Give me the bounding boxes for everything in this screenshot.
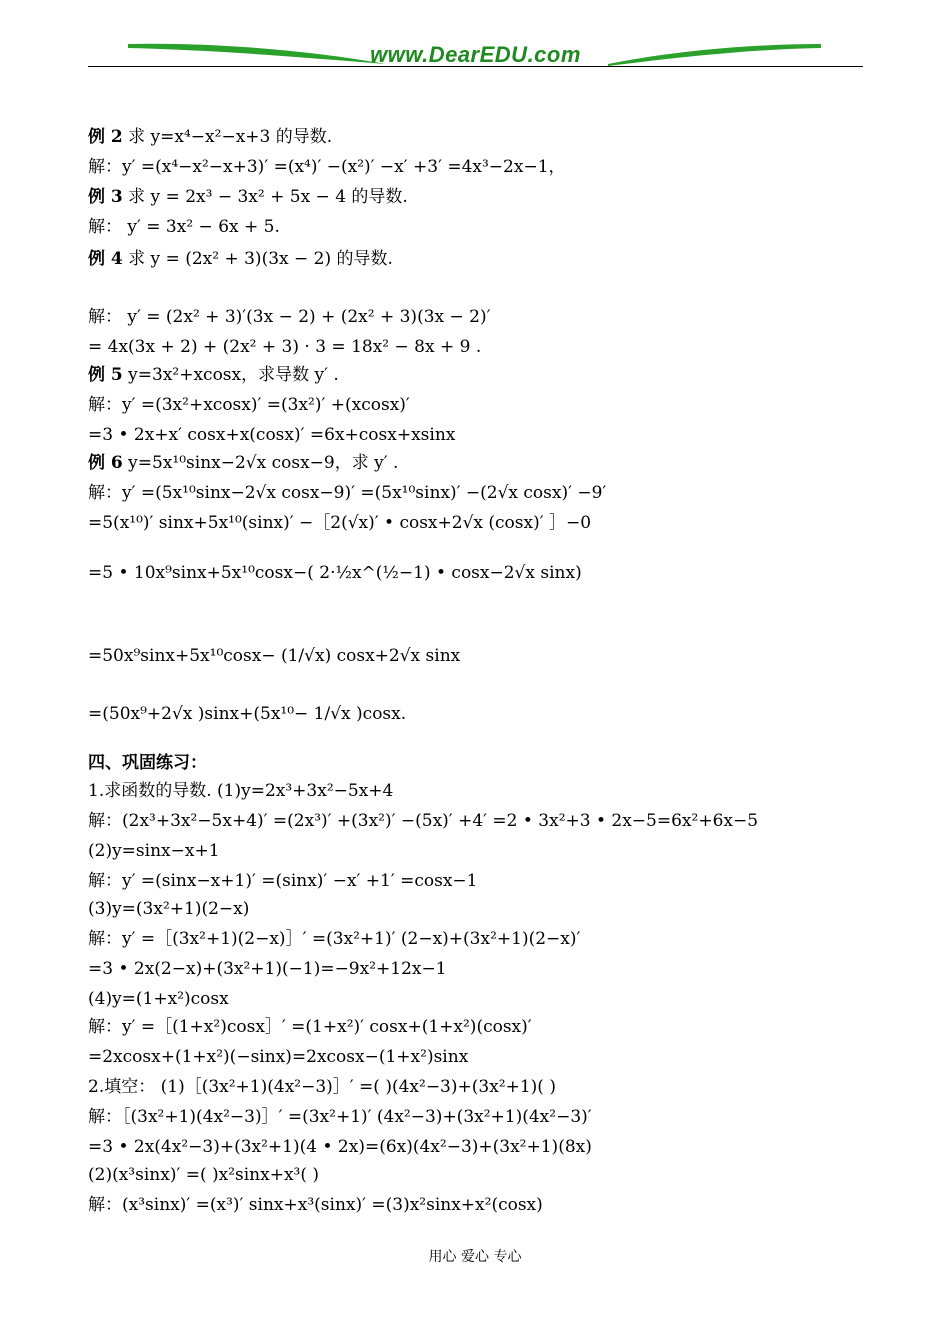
text-line: =3 • 2x+x′ cosx+x(cosx)′ =6x+cosx+xsinx (88, 425, 456, 445)
text-line: 例 3 求 y = 2x³ − 3x² + 5x − 4 的导数. (88, 187, 408, 207)
text-line: 解： y′ = 3x² − 6x + 5. (88, 217, 280, 237)
text-line: 2.填空： (1)［(3x²+1)(4x²−3)］′ =( )(4x²−3)+(3x²+1)( ) (88, 1077, 556, 1097)
text-line: =5(x¹⁰)′ sinx+5x¹⁰(sinx)′ −［2(√x)′ • cosx+2√x (cosx)′ ］−0 (88, 513, 592, 533)
text-line: 解：y′ =(5x¹⁰sinx−2√x cosx−9)′ =(5x¹⁰sinx)′ −(2√x cosx)′ −9′ (88, 483, 607, 503)
text-line: = 4x(3x + 2) + (2x² + 3) · 3 = 18x² − 8x + 9 . (88, 337, 482, 357)
text-line: 例 6 y=5x¹⁰sinx−2√x cosx−9，求 y′ . (88, 453, 399, 473)
text-line: =3 • 2x(2−x)+(3x²+1)(−1)=−9x²+12x−1 (88, 959, 447, 979)
text-line: 解：y′ =(3x²+xcosx)′ =(3x²)′ +(xcosx)′ (88, 395, 410, 415)
site-brand: www.DearEDU.com (370, 42, 581, 67)
text-line: (3)y=(3x²+1)(2−x) (88, 899, 250, 919)
text-line: =(50x⁹+2√x )sinx+(5x¹⁰− 1/√x )cosx. (88, 704, 407, 724)
text-line: 解：(2x³+3x²−5x+4)′ =(2x³)′ +(3x²)′ −(5x)′ +4′ =2 • 3x²+3 • 2x−5=6x²+6x−5 (88, 811, 759, 831)
text-line: (4)y=(1+x²)cosx (88, 989, 229, 1009)
text-line: 例 4 求 y = (2x² + 3)(3x − 2) 的导数. (88, 249, 393, 269)
text-line: (2)(x³sinx)′ =( )x²sinx+x³( ) (88, 1165, 320, 1185)
text-line: 解：y′ =［(1+x²)cosx］′ =(1+x²)′ cosx+(1+x²)(cosx)′ (88, 1017, 532, 1037)
text-line: 1.求函数的导数. (1)y=2x³+3x²−5x+4 (88, 781, 394, 801)
text-line: 例 5 y=3x²+xcosx，求导数 y′ . (88, 365, 339, 385)
header-rule (88, 66, 863, 67)
text-line: 解： y′ = (2x² + 3)′(3x − 2) + (2x² + 3)(3x − 2)′ (88, 307, 491, 327)
text-line: =5 • 10x⁹sinx+5x¹⁰cosx−( 2·½x^(½−1) • cosx−2√x sinx) (88, 563, 582, 583)
text-line: 四、巩固练习： (88, 753, 207, 773)
text-line: 解：y′ =［(3x²+1)(2−x)］′ =(3x²+1)′ (2−x)+(3x²+1)(2−x)′ (88, 929, 581, 949)
page-footer: 用心 爱心 专心 (428, 1249, 522, 1265)
text-line: (2)y=sinx−x+1 (88, 841, 220, 861)
text-line: 例 2 求 y=x⁴−x²−x+3 的导数. (88, 127, 333, 147)
text-line: =3 • 2x(4x²−3)+(3x²+1)(4 • 2x)=(6x)(4x²−3)+(3x²+1)(8x) (88, 1137, 592, 1157)
text-line: =2xcosx+(1+x²)(−sinx)=2xcosx−(1+x²)sinx (88, 1047, 469, 1067)
text-line: 解：y′ =(x⁴−x²−x+3)′ =(x⁴)′ −(x²)′ −x′ +3′ =4x³−2x−1， (88, 157, 566, 177)
page-header (88, 36, 863, 76)
text-line: 解：［(3x²+1)(4x²−3)］′ =(3x²+1)′ (4x²−3)+(3x²+1)(4x²−3)′ (88, 1107, 592, 1127)
text-line: =50x⁹sinx+5x¹⁰cosx− (1/√x) cosx+2√x sinx (88, 646, 461, 666)
text-line: 解：y′ =(sinx−x+1)′ =(sinx)′ −x′ +1′ =cosx−1 (88, 871, 478, 891)
text-line: 解：(x³sinx)′ =(x³)′ sinx+x³(sinx)′ =(3)x²sinx+x²(cosx) (88, 1195, 543, 1215)
right-swoosh-decoration (608, 36, 823, 70)
